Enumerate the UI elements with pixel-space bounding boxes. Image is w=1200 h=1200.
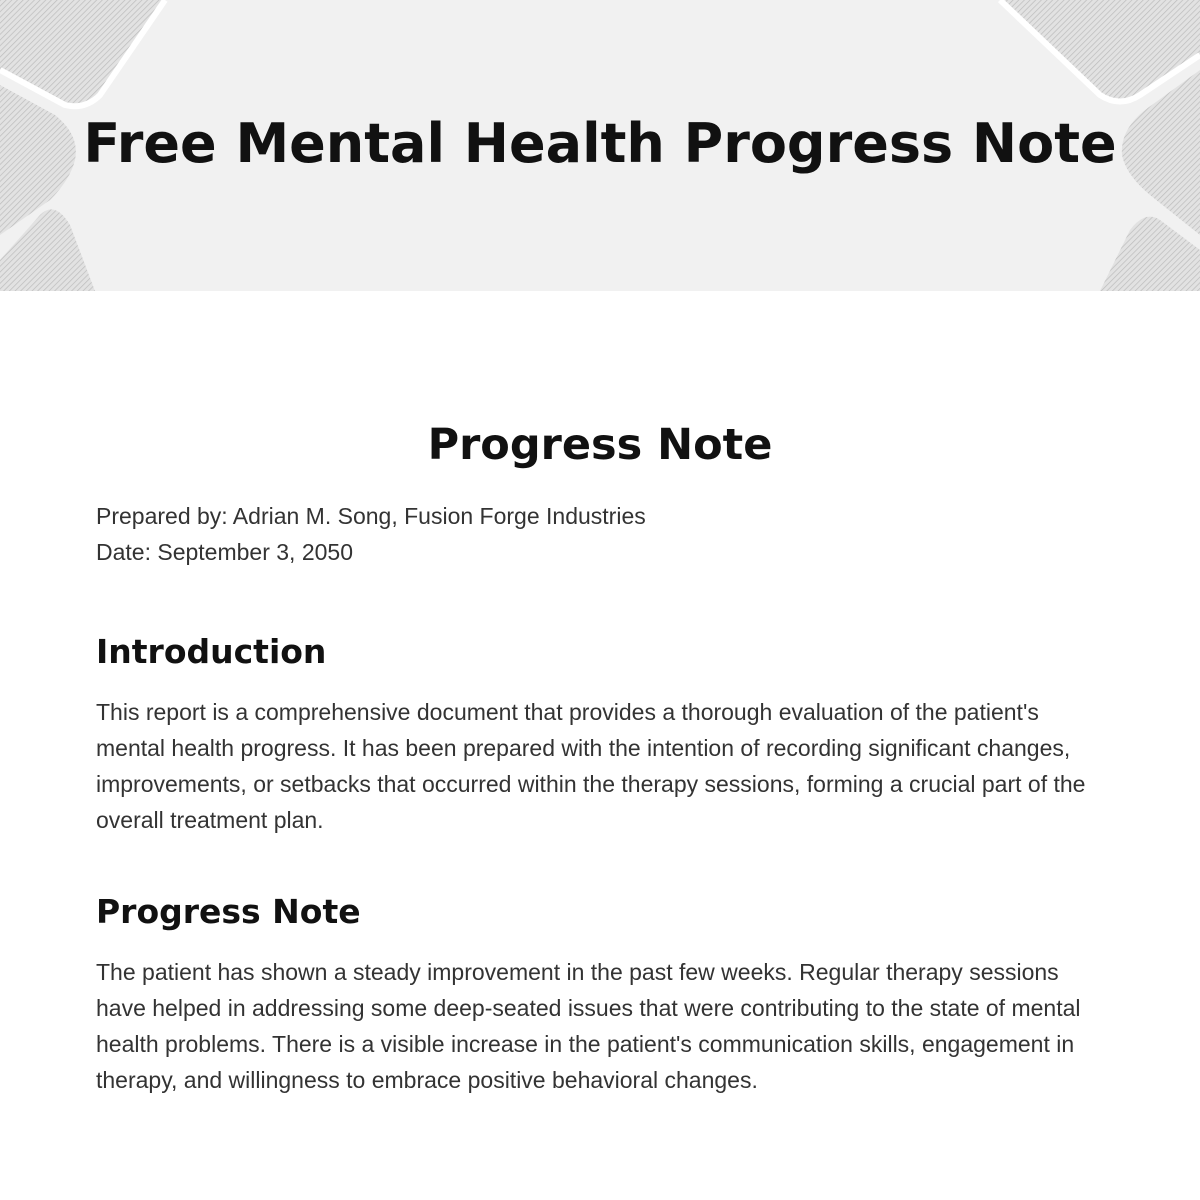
document-title: Progress Note	[427, 420, 773, 470]
section-heading-introduction: Introduction	[96, 632, 327, 671]
section-body-progress-note: The patient has shown a steady improvement in the past few weeks. Regular therapy sessions have helped in addressing some deep-seated issues that were contributing to the state of mental health problems. There is a visible increase in the patient's communication skills, engagement in therapy, and willingness to embrace positive behavioral changes.	[96, 959, 1081, 1093]
prepared-by: Prepared by: Adrian M. Song, Fusion Forge Industries	[96, 503, 646, 529]
document-meta	[96, 498, 1104, 570]
section-heading-progress-note: Progress Note	[96, 892, 361, 931]
banner-title: Free Mental Health Progress Note	[83, 112, 1117, 175]
document-body	[96, 410, 1104, 1098]
section-body-introduction: This report is a comprehensive document that provides a thorough evaluation of the patient's mental health progress. It has been prepared with the intention of recording significant changes, improvements, or setbacks that occurred within the therapy sessions, forming a crucial part of the overall treatment plan.	[96, 699, 1086, 833]
header-banner	[0, 0, 1200, 291]
document-date: Date: September 3, 2050	[96, 539, 353, 565]
